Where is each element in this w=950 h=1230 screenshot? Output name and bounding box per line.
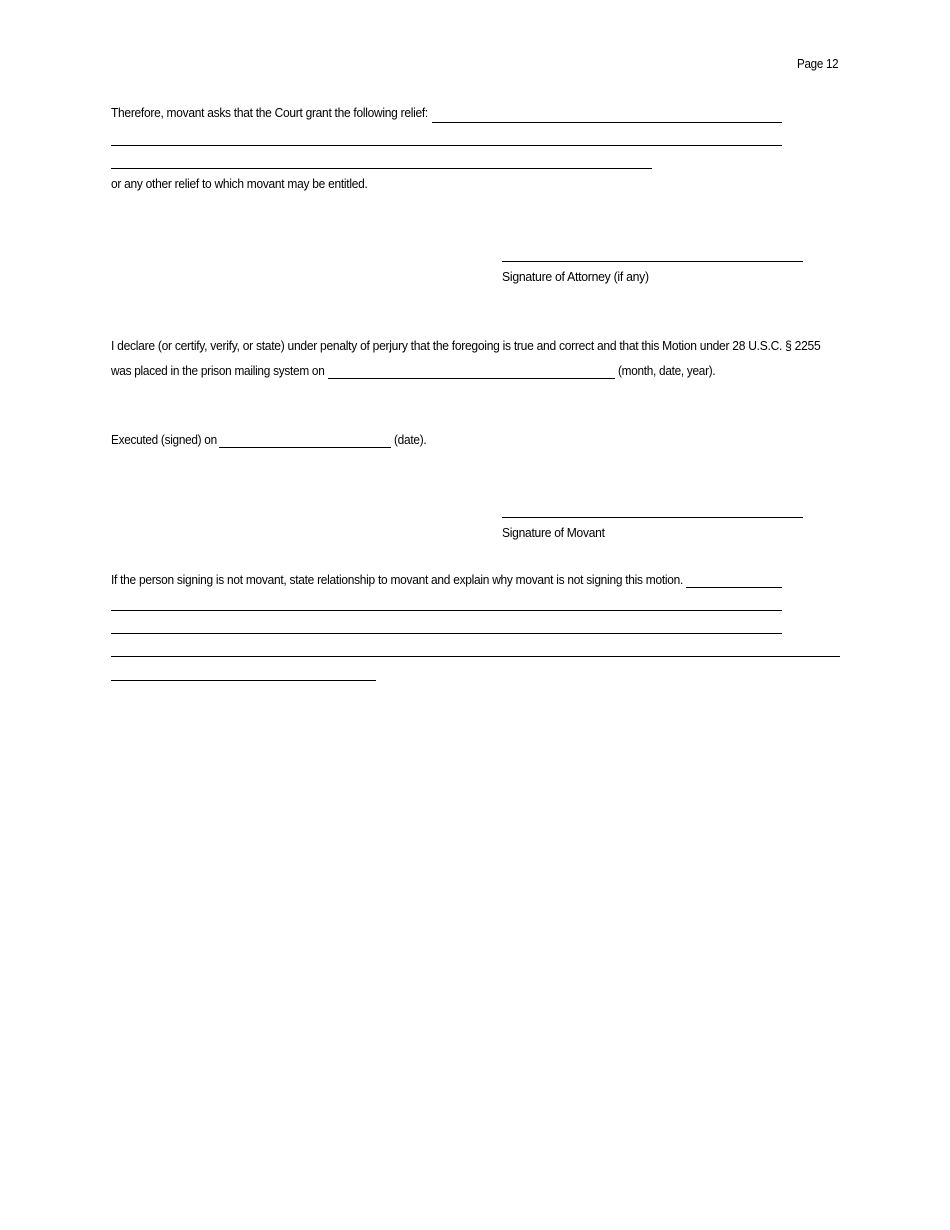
- page-number: Page 12: [797, 56, 839, 71]
- attorney-signature-line[interactable]: [502, 261, 803, 262]
- declaration-line-2-suffix: (month, date, year).: [618, 363, 716, 378]
- relief-field-line-1[interactable]: [432, 122, 782, 123]
- non-movant-field-line-1[interactable]: [686, 587, 782, 588]
- executed-prefix: Executed (signed) on: [111, 432, 217, 447]
- mailing-date-field[interactable]: [328, 378, 615, 379]
- relief-field-line-2[interactable]: [111, 145, 782, 146]
- non-movant-field-line-2[interactable]: [111, 610, 782, 611]
- movant-signature-line[interactable]: [502, 517, 803, 518]
- executed-date-field[interactable]: [219, 447, 391, 448]
- non-movant-field-line-3[interactable]: [111, 633, 782, 634]
- executed-suffix: (date).: [394, 432, 427, 447]
- declaration-line-2-prefix: was placed in the prison mailing system on: [111, 363, 325, 378]
- declaration-line-1: I declare (or certify, verify, or state) under penalty of perjury that the foregoing is true and correct and that this Motion under 28 U.S.C. § 2255: [111, 338, 821, 353]
- relief-prompt: Therefore, movant asks that the Court grant the following relief:: [111, 105, 428, 120]
- non-movant-field-line-5[interactable]: [111, 680, 376, 681]
- relief-field-line-3[interactable]: [111, 168, 652, 169]
- non-movant-field-line-4[interactable]: [111, 656, 840, 657]
- relief-closing: or any other relief to which movant may be entitled.: [111, 176, 368, 191]
- attorney-signature-label: Signature of Attorney (if any): [502, 269, 649, 284]
- movant-signature-label: Signature of Movant: [502, 525, 605, 540]
- non-movant-prompt: If the person signing is not movant, state relationship to movant and explain why movant is not signing this motion.: [111, 572, 684, 587]
